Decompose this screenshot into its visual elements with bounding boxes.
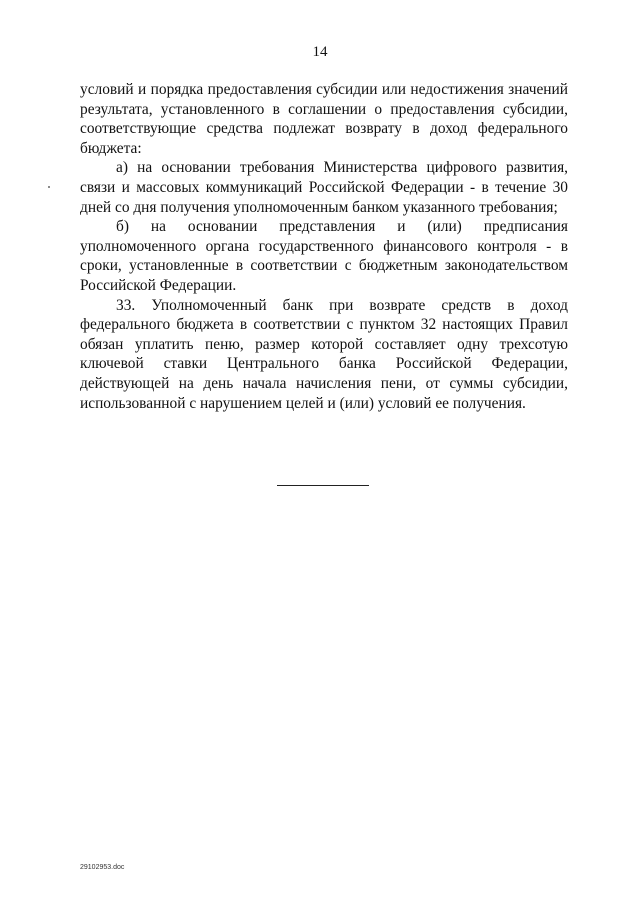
end-separator-line [277, 485, 369, 486]
footer-filename: 29102953.doc [80, 864, 125, 871]
paragraph-item-b: б) на основании представления и (или) предписания уполномоченного органа государственного финансового контроля - в сроки, установленные в соответствии с бюджетным законодательством Российской Федерации. [80, 218, 568, 294]
paragraph-item-a: а) на основании требования Министерства цифрового развития, связи и массовых коммуникаций Российской Федерации - в течение 30 дней со дня получения уполномоченным банком указанного требования; [80, 159, 568, 216]
document-body [80, 80, 568, 413]
scan-speck [48, 186, 50, 188]
page-number: 14 [312, 44, 328, 60]
paragraph-continuation: условий и порядка предоставления субсидии или недостижения значений результата, установленного в соглашении о предоставления субсидии, соответствующие средства подлежат возврату в доход федерального бюджета: [80, 81, 568, 157]
paragraph-33: 33. Уполномоченный банк при возврате средств в доход федерального бюджета в соответствии с пунктом 32 настоящих Правил обязан уплатить пеню, размер которой составляет одну трехсотую ключевой ставки Центрального банка Российской Федерации, действующей на день начала начисления пени, от суммы субсидии, использованной с нарушением целей и (или) условий ее получения. [80, 296, 568, 412]
